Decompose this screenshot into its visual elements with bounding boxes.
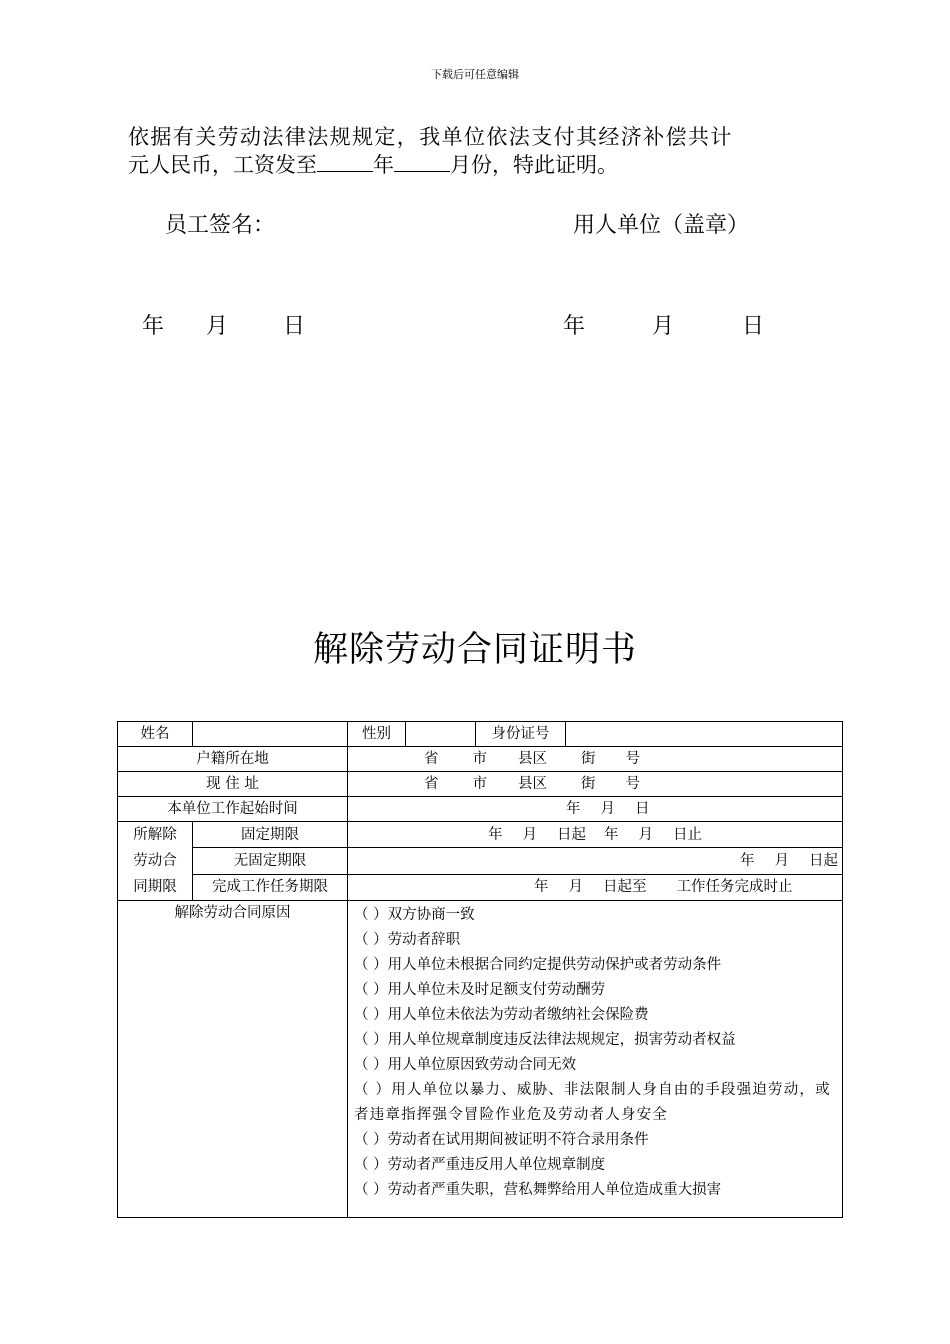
compensation-paragraph-line1: 依据有关劳动法律法规规定，我单位依法支付其经济补偿共计: [128, 125, 733, 149]
termination-reason-label: 解除劳动合同原因: [118, 901, 348, 1218]
addr-province: 省: [424, 776, 439, 792]
employer-date-month: 月: [652, 314, 675, 339]
gender-label: 性别: [348, 722, 406, 747]
start-day: 日: [635, 801, 650, 817]
reason-option[interactable]: （ ）劳动者严重失职，营私舞弊给用人单位造成重大损害: [354, 1182, 722, 1198]
line2-text: 元人民币，工资发至: [128, 153, 317, 177]
task-start-day: 日起至: [603, 879, 647, 896]
table-row: [118, 822, 843, 848]
hukou-field[interactable]: [348, 747, 843, 772]
task-end-text: 工作任务完成时止: [676, 879, 793, 896]
year-blank: [317, 151, 373, 172]
termination-form-table: [117, 721, 843, 1218]
table-row: [118, 901, 843, 1218]
open-start-year: 年: [740, 852, 755, 869]
contract-period-group-label: [118, 822, 193, 901]
group-label-line: 劳动合: [133, 853, 177, 869]
open-start-month: 月: [774, 852, 789, 869]
addr-province: 省: [424, 751, 439, 767]
name-label: 姓名: [118, 722, 193, 747]
task-term-label: 完成工作任务期限: [193, 874, 348, 900]
id-number-field[interactable]: [566, 722, 843, 747]
addr-county: 县区: [518, 751, 547, 767]
reason-option[interactable]: （ ）用人单位规章制度违反法律法规规定，损害劳动者权益: [354, 1032, 736, 1048]
addr-county: 县区: [518, 776, 547, 792]
start-time-label: 本单位工作起始时间: [118, 797, 348, 822]
reason-option[interactable]: （ ）用人单位未根据合同约定提供劳动保护或者劳动条件: [354, 957, 722, 973]
employer-seal-label: 用人单位（盖章）: [573, 213, 750, 238]
employer-date-day: 日: [742, 314, 765, 339]
employee-date-day: 日: [283, 314, 306, 339]
open-start-day: 日起: [809, 852, 838, 869]
fixed-term-label: 固定期限: [193, 822, 348, 848]
hukou-label: 户籍所在地: [118, 747, 348, 772]
start-month: 月: [600, 801, 615, 817]
table-row: [118, 874, 843, 900]
document-title: 解除劳动合同证明书: [312, 630, 637, 670]
compensation-paragraph-line2: [128, 150, 838, 180]
addr-city: 市: [472, 776, 487, 792]
reason-option[interactable]: （ ）用人单位以暴力、威胁、非法限制人身自由的手段强迫劳动，或者违章指挥强令冒险作业危及劳动者人身安全: [354, 1082, 831, 1123]
table-row: [118, 722, 843, 747]
fixed-end-day: 日止: [673, 826, 702, 843]
addr-street: 街: [581, 751, 596, 767]
group-label-line: 所解除: [133, 827, 177, 843]
gender-field[interactable]: [406, 722, 476, 747]
addr-number: 号: [625, 776, 640, 792]
fixed-term-field[interactable]: [348, 822, 843, 848]
table-row: [118, 772, 843, 797]
reason-option[interactable]: （ ）用人单位未及时足额支付劳动酬劳: [354, 982, 606, 998]
employee-signature-label: 员工签名：: [165, 213, 276, 238]
termination-reasons-list: [348, 901, 843, 1218]
employer-date-year: 年: [563, 314, 586, 339]
open-term-field[interactable]: [348, 848, 843, 874]
residence-field[interactable]: [348, 772, 843, 797]
task-start-month: 月: [568, 879, 583, 896]
reason-option[interactable]: （ ）劳动者辞职: [354, 932, 461, 948]
reason-option[interactable]: （ ）劳动者严重违反用人单位规章制度: [354, 1157, 606, 1173]
task-term-field[interactable]: [348, 874, 843, 900]
line2-year: 年: [373, 153, 394, 177]
month-blank: [394, 151, 450, 172]
residence-label: 现 住 址: [118, 772, 348, 797]
reason-option[interactable]: （ ）劳动者在试用期间被证明不符合录用条件: [354, 1132, 649, 1148]
table-row: [118, 797, 843, 822]
reason-option[interactable]: （ ）双方协商一致: [354, 907, 475, 923]
id-number-label: 身份证号: [476, 722, 566, 747]
fixed-start-month: 月: [522, 826, 537, 843]
line2-month: 月份，特此证明。: [450, 153, 618, 177]
fixed-end-year: 年: [604, 826, 619, 843]
reason-option[interactable]: （ ）用人单位未依法为劳动者缴纳社会保险费: [354, 1007, 649, 1023]
name-field[interactable]: [193, 722, 348, 747]
header-note: 下载后可任意编辑: [431, 68, 519, 81]
employee-date-month: 月: [206, 314, 229, 339]
reason-option[interactable]: （ ）用人单位原因致劳动合同无效: [354, 1057, 577, 1073]
start-time-field[interactable]: [348, 797, 843, 822]
group-label-line: 同期限: [133, 879, 177, 895]
addr-street: 街: [581, 776, 596, 792]
addr-city: 市: [472, 751, 487, 767]
table-row: [118, 848, 843, 874]
employee-date-year: 年: [142, 314, 165, 339]
open-term-label: 无固定期限: [193, 848, 348, 874]
start-year: 年: [566, 801, 581, 817]
fixed-start-day: 日起: [557, 826, 586, 843]
addr-number: 号: [625, 751, 640, 767]
fixed-start-year: 年: [488, 826, 503, 843]
fixed-end-month: 月: [638, 826, 653, 843]
task-start-year: 年: [534, 879, 549, 896]
table-row: [118, 747, 843, 772]
